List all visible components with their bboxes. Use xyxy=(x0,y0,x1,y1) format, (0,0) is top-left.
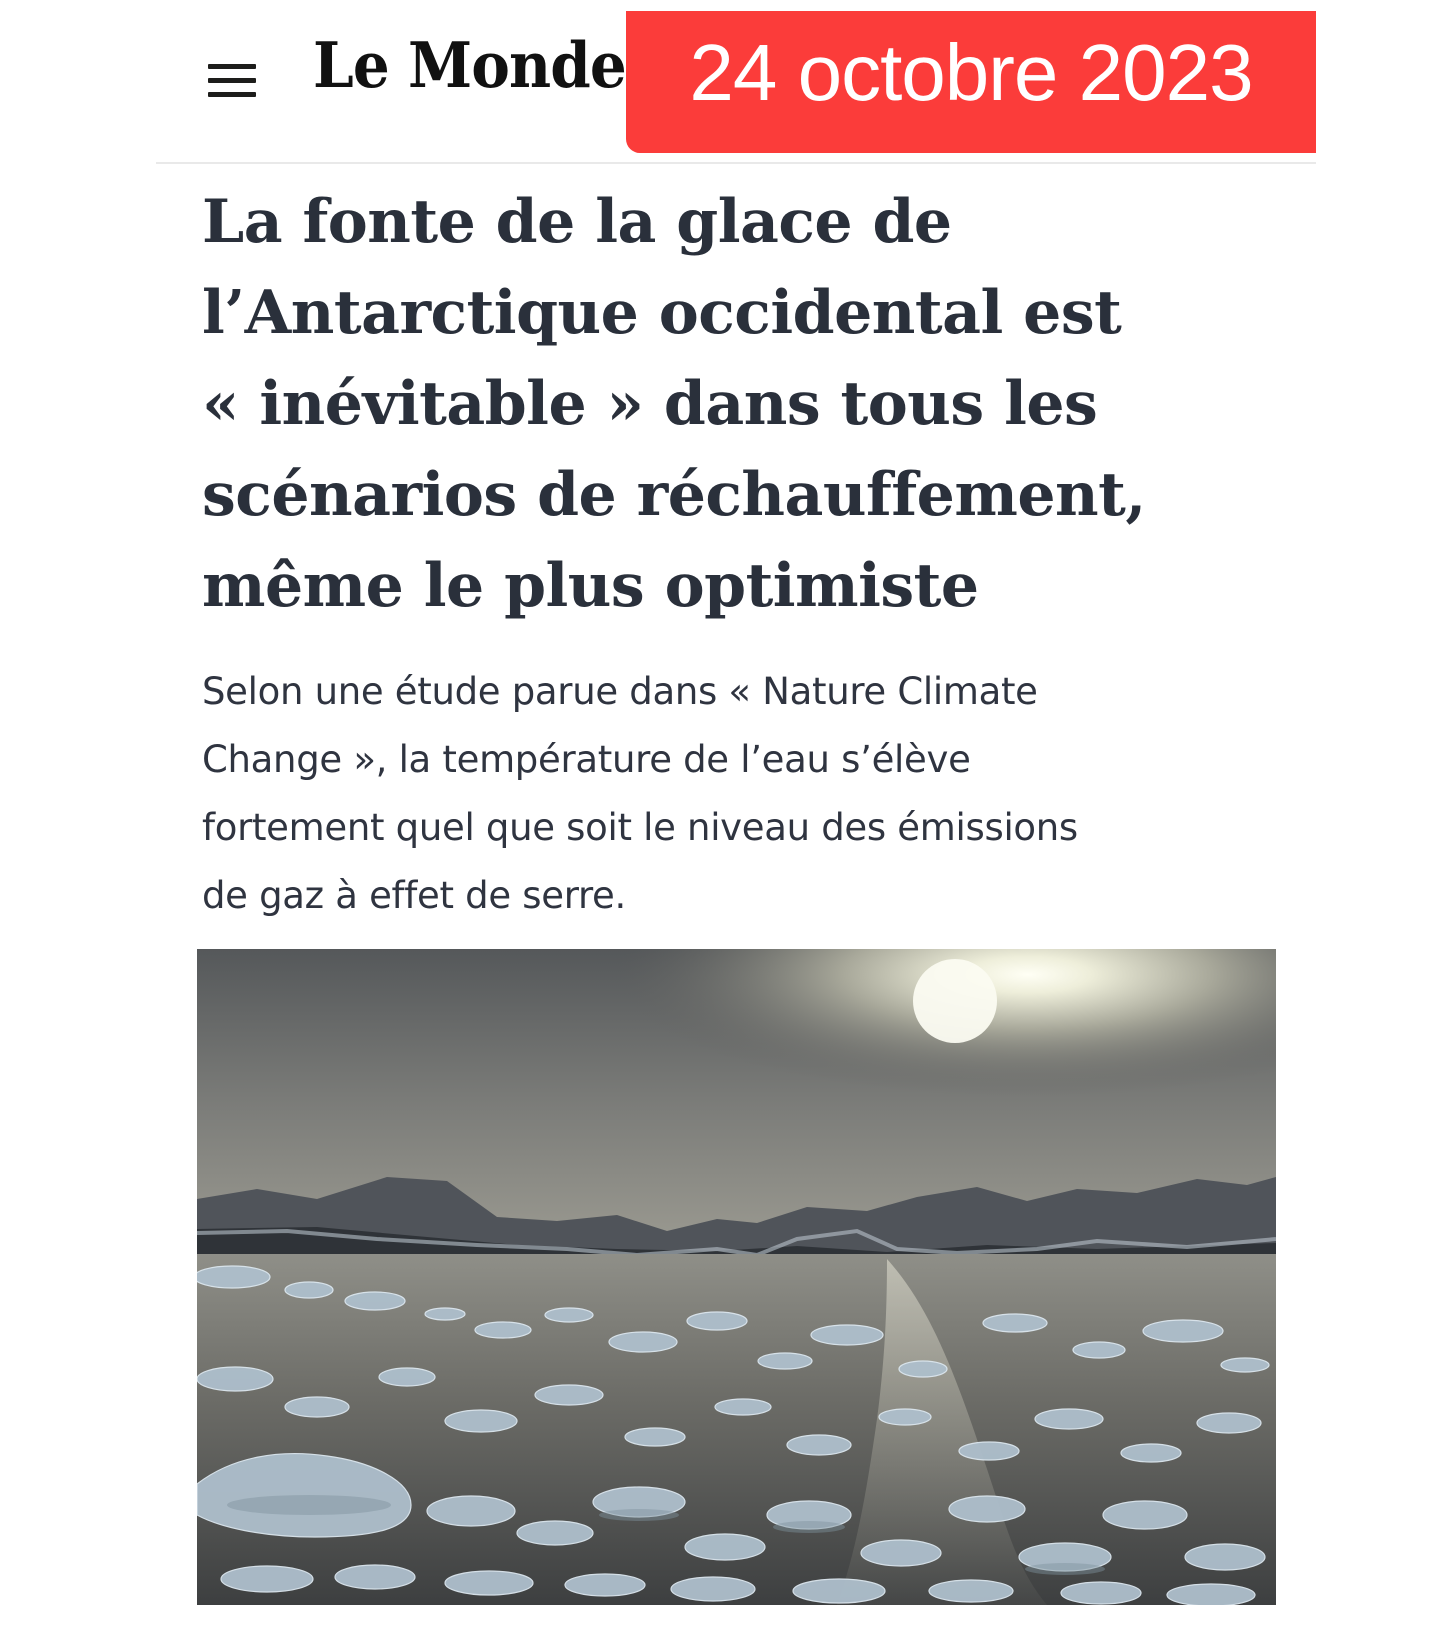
headline-line: « inévitable » dans tous les xyxy=(202,369,1098,439)
hamburger-menu-icon[interactable] xyxy=(206,62,260,98)
site-header xyxy=(0,0,1440,160)
headline-line: scénarios de réchauffement, xyxy=(202,460,1146,530)
header-divider xyxy=(156,162,1316,164)
standfirst-line: fortement quel que soit le niveau des émissions xyxy=(202,806,1078,849)
menu-bar-bottom xyxy=(208,92,256,97)
standfirst-line: Change », la température de l’eau s’élève xyxy=(202,738,971,781)
standfirst-line: Selon une étude parue dans « Nature Climate xyxy=(202,670,1038,713)
headline-line: La fonte de la glace de xyxy=(202,187,952,257)
standfirst-line: de gaz à effet de serre. xyxy=(202,874,626,917)
le-monde-logo[interactable]: Le Monde xyxy=(313,28,626,102)
headline-line: même le plus optimiste xyxy=(202,551,979,621)
article-headline xyxy=(202,177,1212,632)
article-standfirst xyxy=(202,658,1222,930)
menu-bar-middle xyxy=(208,78,256,83)
headline-line: l’Antarctique occidental est xyxy=(202,278,1122,348)
date-badge: 24 octobre 2023 xyxy=(626,11,1316,153)
antarctic-sea-ice-photo[interactable] xyxy=(197,949,1276,1605)
photo-illustration xyxy=(197,949,1276,1605)
sun xyxy=(913,959,997,1043)
menu-bar-top xyxy=(208,64,256,69)
